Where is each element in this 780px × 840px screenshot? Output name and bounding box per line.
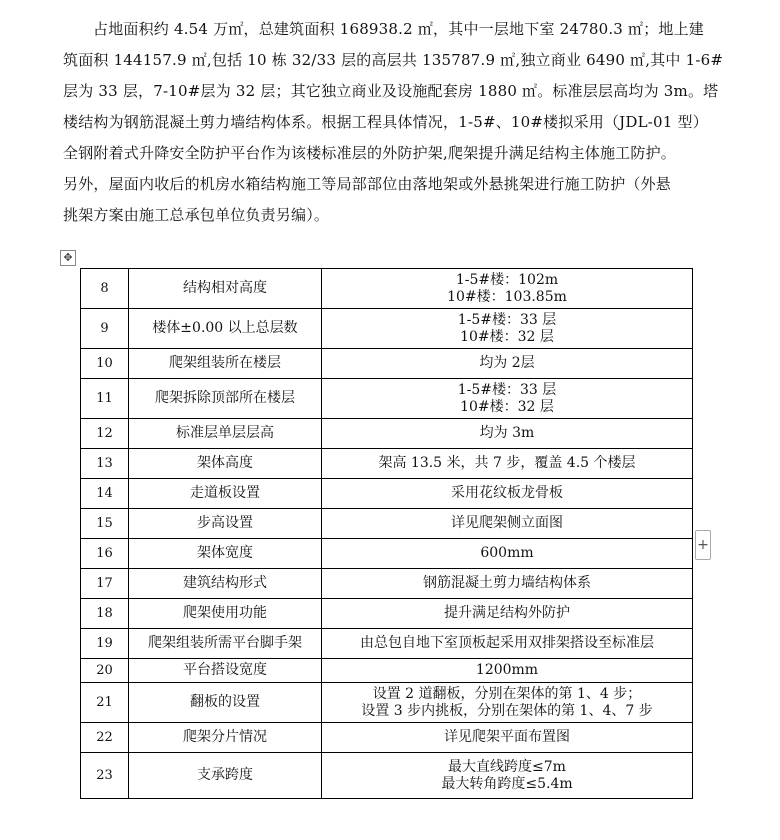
table-row (81, 479, 693, 509)
row-number: 13 (81, 449, 129, 479)
row-item: 支承跨度 (129, 753, 322, 799)
row-value-line: 最大直线跨度≤7m (448, 758, 566, 775)
row-item: 爬架使用功能 (129, 599, 322, 629)
table-row (81, 509, 693, 539)
row-value-line: 详见爬架侧立面图 (451, 515, 563, 531)
row-item: 翻板的设置 (129, 683, 322, 723)
row-value (322, 509, 693, 539)
row-number: 22 (81, 723, 129, 753)
row-value (322, 449, 693, 479)
intro-paragraph (63, 14, 724, 231)
intro-line: 挑架方案由施工总承包单位负责另编）。 (63, 206, 330, 224)
row-item: 步高设置 (129, 509, 322, 539)
row-value (322, 269, 693, 309)
row-item: 爬架组装所在楼层 (129, 349, 322, 379)
table-row (81, 629, 693, 659)
row-value-line: 设置 2 道翻板，分别在架体的第 1、4 步； (372, 685, 642, 702)
row-value (322, 753, 693, 799)
intro-line: 全钢附着式升降安全防护平台作为该楼标准层的外防护架,爬架提升满足结构主体施工防护。 (63, 144, 676, 162)
row-value-line: 提升满足结构外防护 (444, 605, 570, 621)
row-number: 14 (81, 479, 129, 509)
table-row (81, 379, 693, 419)
table-row (81, 539, 693, 569)
row-value (322, 683, 693, 723)
row-value-line: 设置 3 步内挑板，分别在架体的第 1、4、7 步 (361, 702, 653, 719)
row-value (322, 419, 693, 449)
row-value (322, 599, 693, 629)
table-row (81, 269, 693, 309)
row-item: 楼体±0.00 以上总层数 (129, 309, 322, 349)
move-handle-icon[interactable]: ✥ (60, 250, 76, 266)
row-value (322, 479, 693, 509)
row-item: 架体宽度 (129, 539, 322, 569)
table-row (81, 419, 693, 449)
row-item: 爬架拆除顶部所在楼层 (129, 379, 322, 419)
row-value-line: 由总包自地下室顶板起采用双排架搭设至标准层 (360, 635, 654, 651)
table-row (81, 683, 693, 723)
row-item: 架体高度 (129, 449, 322, 479)
table-row (81, 753, 693, 799)
intro-line: 筑面积 144157.9 ㎡,包括 10 栋 32/33 层的高层共 135787.9 ㎡,独立商业 6490 ㎡,其中 1-6# (63, 51, 724, 69)
row-number: 20 (81, 659, 129, 683)
row-number: 16 (81, 539, 129, 569)
intro-line: 另外，屋面内收后的机房水箱结构施工等局部部位由落地架或外悬挑架进行施工防护（外悬 (63, 175, 672, 193)
row-number: 23 (81, 753, 129, 799)
row-value-line: 钢筋混凝土剪力墙结构体系 (423, 575, 591, 591)
row-item: 结构相对高度 (129, 269, 322, 309)
table-row (81, 599, 693, 629)
row-value (322, 349, 693, 379)
row-number: 10 (81, 349, 129, 379)
row-value-line: 1-5#楼：33 层 (457, 311, 557, 328)
row-value-line: 最大转角跨度≤5.4m (441, 775, 573, 792)
row-value (322, 659, 693, 683)
row-number: 18 (81, 599, 129, 629)
row-number: 21 (81, 683, 129, 723)
row-value-line: 采用花纹板龙骨板 (451, 485, 563, 501)
plus-icon[interactable]: + (695, 530, 711, 560)
row-item: 走道板设置 (129, 479, 322, 509)
row-item: 爬架组装所需平台脚手架 (129, 629, 322, 659)
row-number: 12 (81, 419, 129, 449)
row-value-line: 架高 13.5 米，共 7 步，覆盖 4.5 个楼层 (378, 455, 636, 471)
row-value-line: 1-5#楼：102m (455, 271, 559, 288)
row-number: 11 (81, 379, 129, 419)
row-value-line: 10#楼：32 层 (460, 328, 554, 345)
table-row (81, 349, 693, 379)
row-value (322, 539, 693, 569)
row-number: 17 (81, 569, 129, 599)
row-value-line: 1200mm (475, 662, 539, 678)
row-value-line: 10#楼：32 层 (460, 398, 554, 415)
intro-line: 层为 33 层，7-10#层为 32 层；其它独立商业及设施配套房 1880 ㎡。标准层层高均为 3m。塔 (63, 82, 719, 100)
table-row (81, 659, 693, 683)
row-value-line: 详见爬架平面布置图 (444, 729, 570, 745)
table-row (81, 309, 693, 349)
row-value-line: 10#楼：103.85m (447, 288, 567, 305)
table-row (81, 449, 693, 479)
row-value (322, 569, 693, 599)
row-value (322, 723, 693, 753)
row-number: 9 (81, 309, 129, 349)
spec-table (80, 268, 693, 799)
table-row (81, 723, 693, 753)
row-value-line: 均为 3m (479, 425, 535, 441)
table-row (81, 569, 693, 599)
row-value-line: 均为 2层 (479, 355, 535, 371)
row-item: 建筑结构形式 (129, 569, 322, 599)
row-item: 平台搭设宽度 (129, 659, 322, 683)
intro-line: 楼结构为钢筋混凝土剪力墙结构体系。根据工程具体情况，1-5#、10#楼拟采用（JDL-01 型） (63, 113, 708, 131)
row-item: 标准层单层层高 (129, 419, 322, 449)
row-number: 19 (81, 629, 129, 659)
row-value (322, 629, 693, 659)
row-value (322, 379, 693, 419)
intro-line: 占地面积约 4.54 万㎡，总建筑面积 168938.2 ㎡，其中一层地下室 24780.3 ㎡；地上建 (93, 20, 705, 38)
row-number: 8 (81, 269, 129, 309)
row-value-line: 600mm (480, 545, 534, 561)
row-value (322, 309, 693, 349)
row-value-line: 1-5#楼：33 层 (457, 381, 557, 398)
row-item: 爬架分片情况 (129, 723, 322, 753)
row-number: 15 (81, 509, 129, 539)
spec-table-body (81, 269, 693, 799)
